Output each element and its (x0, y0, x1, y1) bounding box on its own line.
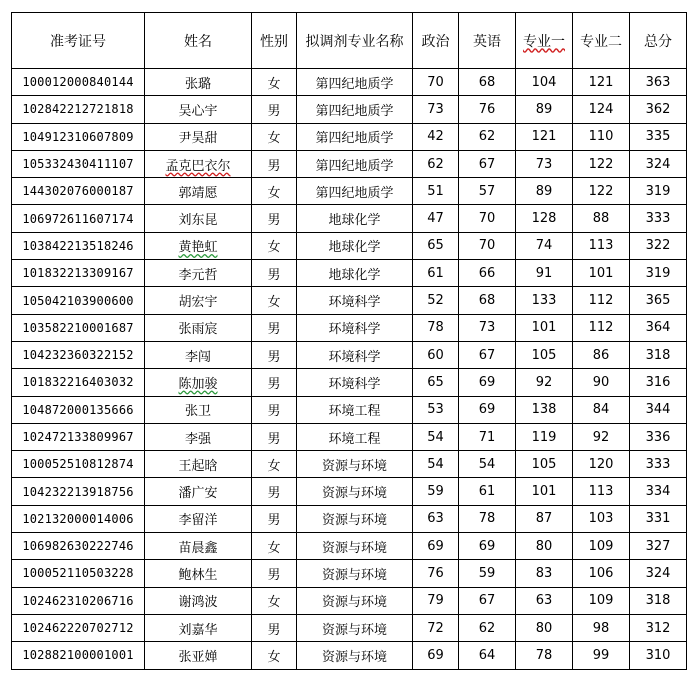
politics-cell: 54 (413, 423, 459, 450)
major-two-cell: 92 (573, 423, 630, 450)
english-cell: 54 (459, 451, 516, 478)
exam-id-cell: 103582210001687 (12, 314, 145, 341)
english-cell: 76 (459, 96, 516, 123)
english-cell: 68 (459, 287, 516, 314)
table-row (12, 369, 687, 396)
name-cell: 尹昊甜 (145, 123, 252, 150)
english-cell: 67 (459, 341, 516, 368)
header-row (12, 13, 687, 69)
name-cell: 李元哲 (145, 260, 252, 287)
major-one-cell: 104 (516, 69, 573, 96)
politics-cell: 78 (413, 314, 459, 341)
politics-cell: 61 (413, 260, 459, 287)
gender-cell: 女 (252, 533, 297, 560)
major-two-cell: 120 (573, 451, 630, 478)
table-header (12, 13, 687, 69)
major-cell: 环境工程 (297, 423, 413, 450)
major-cell: 环境科学 (297, 341, 413, 368)
english-cell: 59 (459, 560, 516, 587)
gender-cell: 男 (252, 150, 297, 177)
name-cell: 苗晨鑫 (145, 533, 252, 560)
major-one-cell: 80 (516, 614, 573, 641)
politics-cell: 69 (413, 642, 459, 669)
exam-id-cell: 101832216403032 (12, 369, 145, 396)
gender-cell: 男 (252, 560, 297, 587)
name-text: 陈加骏 (178, 376, 218, 392)
total-cell: 322 (630, 232, 687, 259)
major-one-cell: 73 (516, 150, 573, 177)
major-cell: 环境科学 (297, 314, 413, 341)
table-row (12, 69, 687, 96)
name-text: 孟克巴衣尔 (165, 158, 231, 174)
major-one-cell: 74 (516, 232, 573, 259)
major-one-cell: 92 (516, 369, 573, 396)
header-gender: 性别 (252, 13, 297, 69)
table-row (12, 396, 687, 423)
english-cell: 61 (459, 478, 516, 505)
major-one-cell: 128 (516, 205, 573, 232)
politics-cell: 69 (413, 533, 459, 560)
major-cell: 第四纪地质学 (297, 178, 413, 205)
politics-cell: 51 (413, 178, 459, 205)
major-two-cell: 106 (573, 560, 630, 587)
table-row (12, 260, 687, 287)
major-cell: 环境科学 (297, 287, 413, 314)
major-two-cell: 86 (573, 341, 630, 368)
major-one-cell: 63 (516, 587, 573, 614)
exam-id-cell: 104872000135666 (12, 396, 145, 423)
major-cell: 地球化学 (297, 205, 413, 232)
name-cell: 李强 (145, 423, 252, 450)
total-cell: 316 (630, 369, 687, 396)
exam-id-cell: 102462310206716 (12, 587, 145, 614)
gender-cell: 女 (252, 178, 297, 205)
gender-cell: 男 (252, 314, 297, 341)
major-two-cell: 122 (573, 150, 630, 177)
gender-cell: 男 (252, 369, 297, 396)
politics-cell: 52 (413, 287, 459, 314)
name-cell: 鲍林生 (145, 560, 252, 587)
english-cell: 67 (459, 150, 516, 177)
major-two-cell: 109 (573, 533, 630, 560)
total-cell: 364 (630, 314, 687, 341)
name-cell: 胡宏宇 (145, 287, 252, 314)
major-cell: 资源与环境 (297, 642, 413, 669)
exam-id-cell: 105332430411107 (12, 150, 145, 177)
exam-id-cell: 104232360322152 (12, 341, 145, 368)
table-row (12, 478, 687, 505)
name-cell: 张卫 (145, 396, 252, 423)
gender-cell: 女 (252, 123, 297, 150)
major-two-cell: 113 (573, 478, 630, 505)
english-cell: 69 (459, 396, 516, 423)
major-two-cell: 110 (573, 123, 630, 150)
politics-cell: 59 (413, 478, 459, 505)
major-two-cell: 112 (573, 287, 630, 314)
header-major: 拟调剂专业名称 (297, 13, 413, 69)
table-row (12, 587, 687, 614)
english-cell: 78 (459, 505, 516, 532)
total-cell: 344 (630, 396, 687, 423)
major-one-cell: 119 (516, 423, 573, 450)
name-cell (145, 150, 252, 177)
politics-cell: 79 (413, 587, 459, 614)
total-cell: 324 (630, 150, 687, 177)
total-cell: 327 (630, 533, 687, 560)
table-row (12, 287, 687, 314)
name-cell: 潘广安 (145, 478, 252, 505)
english-cell: 62 (459, 614, 516, 641)
politics-cell: 60 (413, 341, 459, 368)
politics-cell: 53 (413, 396, 459, 423)
gender-cell: 女 (252, 287, 297, 314)
header-english: 英语 (459, 13, 516, 69)
major-two-cell: 109 (573, 587, 630, 614)
header-total: 总分 (630, 13, 687, 69)
english-cell: 69 (459, 533, 516, 560)
politics-cell: 54 (413, 451, 459, 478)
total-cell: 362 (630, 96, 687, 123)
name-cell: 刘嘉华 (145, 614, 252, 641)
table-row (12, 205, 687, 232)
name-cell: 王起晗 (145, 451, 252, 478)
table-row (12, 642, 687, 669)
exam-id-cell: 106982630222746 (12, 533, 145, 560)
total-cell: 319 (630, 260, 687, 287)
major-cell: 资源与环境 (297, 451, 413, 478)
major-two-cell: 88 (573, 205, 630, 232)
major-two-cell: 84 (573, 396, 630, 423)
major-cell: 资源与环境 (297, 505, 413, 532)
exam-id-cell: 101832213309167 (12, 260, 145, 287)
table-row (12, 150, 687, 177)
table-row (12, 423, 687, 450)
exam-id-cell: 102132000014006 (12, 505, 145, 532)
score-table-container (11, 12, 687, 670)
english-cell: 68 (459, 69, 516, 96)
major-cell: 资源与环境 (297, 478, 413, 505)
table-row (12, 314, 687, 341)
major-one-cell: 133 (516, 287, 573, 314)
total-cell: 324 (630, 560, 687, 587)
major-cell: 第四纪地质学 (297, 150, 413, 177)
major-one-cell: 89 (516, 96, 573, 123)
major-one-cell: 101 (516, 478, 573, 505)
major-cell: 第四纪地质学 (297, 123, 413, 150)
exam-id-cell: 103842213518246 (12, 232, 145, 259)
english-cell: 66 (459, 260, 516, 287)
name-cell: 张亚婵 (145, 642, 252, 669)
total-cell: 318 (630, 341, 687, 368)
name-cell (145, 369, 252, 396)
major-one-cell: 105 (516, 451, 573, 478)
gender-cell: 女 (252, 642, 297, 669)
table-row (12, 123, 687, 150)
total-cell: 333 (630, 205, 687, 232)
politics-cell: 70 (413, 69, 459, 96)
major-cell: 第四纪地质学 (297, 96, 413, 123)
table-row (12, 232, 687, 259)
gender-cell: 男 (252, 341, 297, 368)
major-cell: 资源与环境 (297, 533, 413, 560)
gender-cell: 男 (252, 96, 297, 123)
exam-id-cell: 105042103900600 (12, 287, 145, 314)
total-cell: 336 (630, 423, 687, 450)
gender-cell: 男 (252, 260, 297, 287)
exam-id-cell: 104912310607809 (12, 123, 145, 150)
name-cell: 刘东昆 (145, 205, 252, 232)
politics-cell: 65 (413, 369, 459, 396)
total-cell: 335 (630, 123, 687, 150)
major-one-cell: 138 (516, 396, 573, 423)
politics-cell: 76 (413, 560, 459, 587)
header-major-one: 专业一 (516, 13, 573, 69)
total-cell: 312 (630, 614, 687, 641)
name-text: 黄艳虹 (178, 240, 218, 256)
major-cell: 第四纪地质学 (297, 69, 413, 96)
exam-id-cell: 100052510812874 (12, 451, 145, 478)
gender-cell: 女 (252, 451, 297, 478)
politics-cell: 65 (413, 232, 459, 259)
major-one-cell: 101 (516, 314, 573, 341)
major-two-cell: 122 (573, 178, 630, 205)
major-one-cell: 105 (516, 341, 573, 368)
major-one-cell: 80 (516, 533, 573, 560)
header-exam-id: 准考证号 (12, 13, 145, 69)
english-cell: 62 (459, 123, 516, 150)
gender-cell: 女 (252, 232, 297, 259)
score-table (11, 12, 687, 670)
total-cell: 365 (630, 287, 687, 314)
name-cell: 李留洋 (145, 505, 252, 532)
politics-cell: 73 (413, 96, 459, 123)
major-two-cell: 124 (573, 96, 630, 123)
politics-cell: 47 (413, 205, 459, 232)
total-cell: 363 (630, 69, 687, 96)
header-major-two: 专业二 (573, 13, 630, 69)
major-two-cell: 98 (573, 614, 630, 641)
gender-cell: 男 (252, 505, 297, 532)
major-cell: 环境科学 (297, 369, 413, 396)
major-one-cell: 89 (516, 178, 573, 205)
exam-id-cell: 102462220702712 (12, 614, 145, 641)
name-cell (145, 232, 252, 259)
table-row (12, 341, 687, 368)
gender-cell: 男 (252, 478, 297, 505)
english-cell: 73 (459, 314, 516, 341)
table-row (12, 451, 687, 478)
politics-cell: 42 (413, 123, 459, 150)
exam-id-cell: 100012000840144 (12, 69, 145, 96)
politics-cell: 72 (413, 614, 459, 641)
major-cell: 环境工程 (297, 396, 413, 423)
english-cell: 64 (459, 642, 516, 669)
total-cell: 310 (630, 642, 687, 669)
total-cell: 333 (630, 451, 687, 478)
major-one-cell: 121 (516, 123, 573, 150)
name-cell: 李闯 (145, 341, 252, 368)
total-cell: 319 (630, 178, 687, 205)
total-cell: 318 (630, 587, 687, 614)
major-two-cell: 113 (573, 232, 630, 259)
table-row (12, 560, 687, 587)
gender-cell: 男 (252, 614, 297, 641)
gender-cell: 男 (252, 396, 297, 423)
major-cell: 资源与环境 (297, 560, 413, 587)
major-two-cell: 103 (573, 505, 630, 532)
major-two-cell: 121 (573, 69, 630, 96)
table-body (12, 69, 687, 670)
politics-cell: 63 (413, 505, 459, 532)
english-cell: 57 (459, 178, 516, 205)
gender-cell: 男 (252, 205, 297, 232)
name-cell: 谢鸿波 (145, 587, 252, 614)
major-two-cell: 101 (573, 260, 630, 287)
major-one-cell: 83 (516, 560, 573, 587)
gender-cell: 男 (252, 423, 297, 450)
exam-id-cell: 102882100001001 (12, 642, 145, 669)
english-cell: 69 (459, 369, 516, 396)
total-cell: 334 (630, 478, 687, 505)
header-name: 姓名 (145, 13, 252, 69)
name-cell: 吴心宇 (145, 96, 252, 123)
english-cell: 71 (459, 423, 516, 450)
major-cell: 地球化学 (297, 260, 413, 287)
exam-id-cell: 102842212721818 (12, 96, 145, 123)
exam-id-cell: 106972611607174 (12, 205, 145, 232)
major-one-cell: 87 (516, 505, 573, 532)
major-cell: 地球化学 (297, 232, 413, 259)
politics-cell: 62 (413, 150, 459, 177)
table-row (12, 533, 687, 560)
major-one-cell: 91 (516, 260, 573, 287)
major-two-cell: 99 (573, 642, 630, 669)
exam-id-cell: 102472133809967 (12, 423, 145, 450)
exam-id-cell: 100052110503228 (12, 560, 145, 587)
gender-cell: 女 (252, 69, 297, 96)
gender-cell: 女 (252, 587, 297, 614)
name-cell: 郭靖愿 (145, 178, 252, 205)
exam-id-cell: 144302076000187 (12, 178, 145, 205)
major-two-cell: 112 (573, 314, 630, 341)
major-two-cell: 90 (573, 369, 630, 396)
name-cell: 张雨宸 (145, 314, 252, 341)
table-row (12, 178, 687, 205)
english-cell: 70 (459, 232, 516, 259)
exam-id-cell: 104232213918756 (12, 478, 145, 505)
major-one-cell: 78 (516, 642, 573, 669)
table-row (12, 96, 687, 123)
english-cell: 67 (459, 587, 516, 614)
name-cell: 张璐 (145, 69, 252, 96)
table-row (12, 614, 687, 641)
english-cell: 70 (459, 205, 516, 232)
total-cell: 331 (630, 505, 687, 532)
table-row (12, 505, 687, 532)
major-cell: 资源与环境 (297, 587, 413, 614)
header-politics: 政治 (413, 13, 459, 69)
major-cell: 资源与环境 (297, 614, 413, 641)
